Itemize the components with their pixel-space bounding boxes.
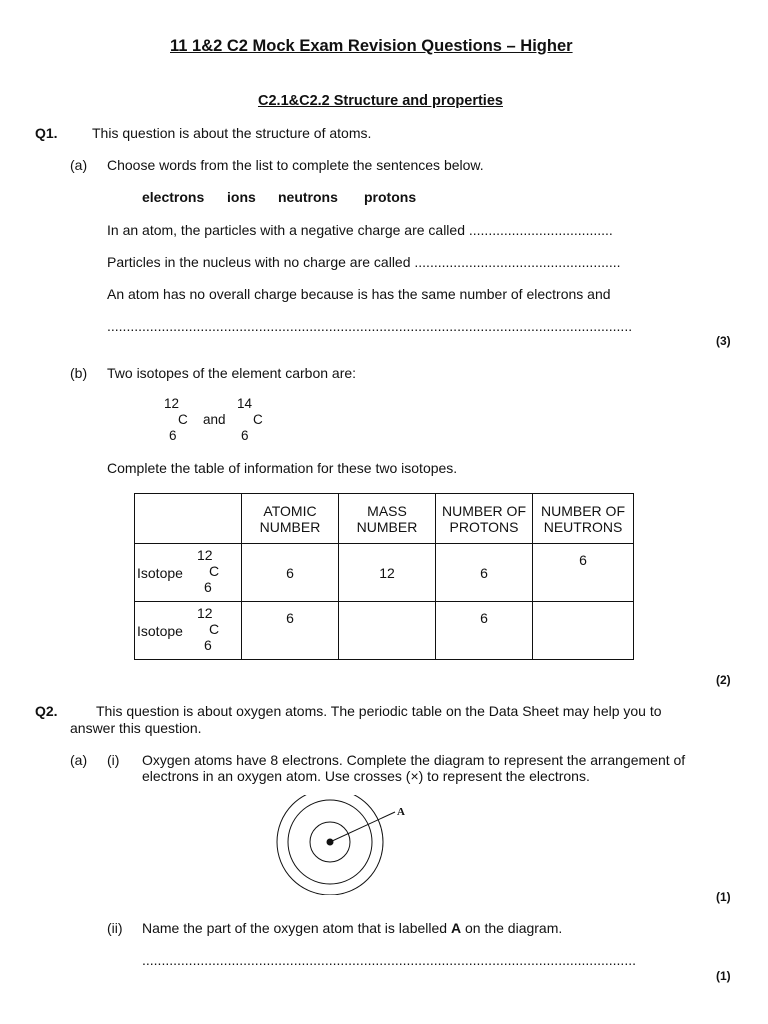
isotope-table: [134, 493, 634, 660]
header-line: NUMBER OF: [442, 502, 526, 519]
q1a-instruction: Choose words from the list to complete the sentences below.: [107, 157, 484, 173]
q1a-sentence-3: An atom has no overall charge because is has the same number of electrons and: [107, 286, 611, 302]
q2a-label: (a): [70, 752, 88, 768]
table-header-blank: [135, 494, 242, 544]
q2-intro-line-1: This question is about oxygen atoms. The periodic table on the Data Sheet may help you to: [96, 703, 662, 719]
isotope-2-mass: 14: [237, 396, 253, 411]
q2aii-text: [142, 920, 562, 936]
isotope-1-mass: 12: [164, 396, 180, 411]
word-protons: protons: [364, 189, 417, 205]
header-line: NUMBER: [356, 518, 418, 535]
isotope-row-label: [135, 602, 242, 660]
header-line: NUMBER: [259, 518, 321, 535]
q2aii-label: (ii): [107, 920, 123, 936]
isotope-atomic: 6: [204, 579, 212, 595]
page-title: 11 1&2 C2 Mock Exam Revision Questions – Higher: [170, 37, 573, 55]
cell-mass-number: [339, 602, 436, 660]
isotope-row-label: [135, 544, 242, 602]
isotope-1-symbol: C: [178, 412, 188, 427]
table-header-row: [135, 494, 634, 544]
isotope-1-atomic: 6: [169, 428, 177, 443]
cell-neutrons: [533, 602, 634, 660]
label-pointer-line: [330, 812, 395, 842]
header-line: MASS: [367, 502, 407, 519]
isotope-2-symbol: C: [253, 412, 263, 427]
q2aii-text-bold: A: [450, 920, 462, 936]
q1-intro: This question is about the structure of atoms.: [92, 125, 372, 141]
table-header-mass-number: [339, 494, 436, 544]
isotope-label: Isotope: [137, 623, 183, 639]
q1b-label: (b): [70, 365, 88, 381]
cell-neutrons: 6: [533, 544, 634, 602]
table-header-neutrons: [533, 494, 634, 544]
isotope-mass: 12: [197, 605, 213, 621]
cell-atomic-number: 6: [242, 602, 339, 660]
header-line: PROTONS: [449, 518, 519, 535]
isotope-label: Isotope: [137, 565, 183, 581]
q2aii-answer-line: ...............................................................................................................................: [142, 952, 636, 968]
isotope-mass: 12: [197, 547, 213, 563]
q2ai-line-1: Oxygen atoms have 8 electrons. Complete the diagram to represent the arrangement of: [142, 752, 686, 768]
table-row: [135, 544, 634, 602]
q1a-label: (a): [70, 157, 88, 173]
cell-protons: 6: [436, 544, 533, 602]
q2-number: Q2.: [35, 703, 58, 719]
header-line: NEUTRONS: [543, 518, 623, 535]
isotope-and: and: [203, 412, 226, 427]
table-header-atomic-number: [242, 494, 339, 544]
section-subtitle: C2.1&C2.2 Structure and properties: [258, 93, 503, 109]
q1b-text: Two isotopes of the element carbon are:: [107, 365, 357, 381]
isotope-symbol: C: [209, 563, 220, 579]
word-electrons: electrons: [142, 189, 205, 205]
q2ai-marks: (1): [716, 890, 731, 904]
q2aii-text-before: Name the part of the oxygen atom that is labelled: [142, 920, 448, 936]
q2ai-line-2: electrons in an oxygen atom. Use crosses (×) to represent the electrons.: [142, 768, 590, 784]
cell-protons: 6: [436, 602, 533, 660]
cell-atomic-number: 6: [242, 544, 339, 602]
cell-mass-number: 12: [339, 544, 436, 602]
q1b-instruction: Complete the table of information for these two isotopes.: [107, 460, 458, 476]
header-line: ATOMIC: [263, 502, 317, 519]
word-ions: ions: [227, 189, 256, 205]
word-neutrons: neutrons: [278, 189, 338, 205]
q1a-marks: (3): [716, 334, 731, 348]
isotope-atomic: 6: [204, 637, 212, 653]
q1a-sentence-2: Particles in the nucleus with no charge are called .....................................................: [107, 254, 621, 270]
isotope-2-atomic: 6: [241, 428, 249, 443]
diagram-label-a: A: [397, 806, 405, 818]
q1a-answer-line: .......................................................................................................................................: [107, 318, 633, 334]
q1b-marks: (2): [716, 673, 731, 687]
q2ai-label: (i): [107, 752, 120, 768]
oxygen-atom-diagram: [270, 795, 420, 895]
table-header-protons: [436, 494, 533, 544]
table-row: [135, 602, 634, 660]
q1a-sentence-1: In an atom, the particles with a negative charge are called .....................................: [107, 222, 613, 238]
q2aii-marks: (1): [716, 969, 731, 983]
header-line: NUMBER OF: [541, 502, 625, 519]
q1-number: Q1.: [35, 125, 58, 141]
q2aii-text-after: on the diagram.: [464, 920, 563, 936]
q2-intro-line-2: answer this question.: [70, 720, 202, 736]
isotope-symbol: C: [209, 621, 220, 637]
